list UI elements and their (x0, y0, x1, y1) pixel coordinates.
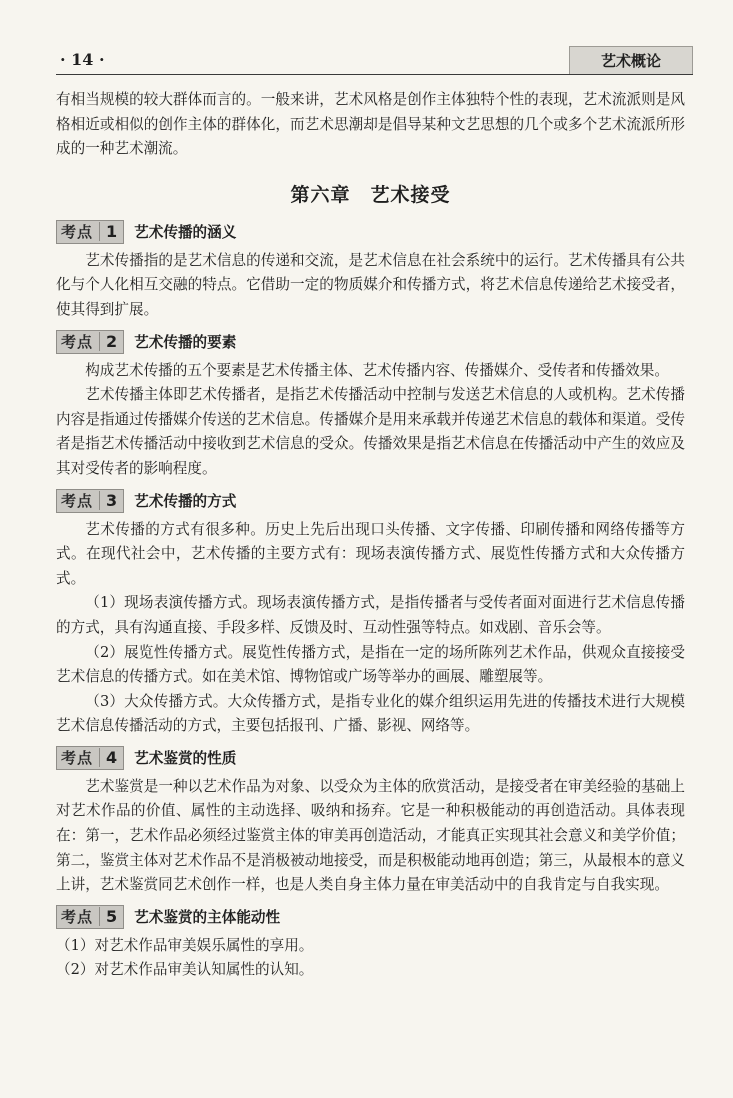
kp-badge (56, 489, 124, 513)
kp-badge (56, 220, 124, 244)
list-item: （1）对艺术作品审美娱乐属性的享用。 (56, 936, 314, 954)
kp-badge (56, 746, 124, 770)
kp-number: 4 (99, 748, 117, 767)
kp-title: 艺术传播的涵义 (134, 224, 237, 242)
section-2 (56, 329, 685, 482)
paragraph: 艺术传播的方式有很多种。历史上先后出现口头传播、文字传播、印刷传播和网络传播等方式。在现代社会中，艺术传播的主要方式有：现场表演传播方式、展览性传播方式和大众传播方式。 (56, 520, 685, 587)
kp-badge (56, 330, 124, 354)
section-1 (56, 219, 685, 323)
page-content (56, 88, 685, 983)
paragraph: （3）大众传播方式。大众传播方式，是指专业化的媒介组织运用先进的传播技术进行大规模艺术信息传播活动的方式，主要包括报刊、广播、影视、网络等。 (56, 692, 685, 735)
kp-heading (56, 745, 685, 771)
kp-label: 考点 (61, 223, 94, 242)
kp-heading (56, 488, 685, 514)
section-4 (56, 745, 685, 898)
page-number: · 14 · (60, 50, 105, 69)
kp-number: 2 (99, 332, 117, 351)
paragraph: 艺术传播指的是艺术信息的传递和交流，是艺术信息在社会系统中的运行。艺术传播具有公共化与个人化相互交融的特点。它借助一定的物质媒介和传播方式，将艺术信息传递给艺术接受者，使其得到扩展。 (56, 251, 685, 318)
kp-title: 艺术传播的方式 (134, 493, 237, 511)
book-title-tab: 艺术概论 (569, 46, 693, 74)
section-3 (56, 488, 685, 739)
kp-heading (56, 219, 685, 245)
kp-label: 考点 (61, 333, 94, 352)
kp-heading (56, 329, 685, 355)
intro-paragraph: 有相当规模的较大群体而言的。一般来讲，艺术风格是创作主体独特个性的表现，艺术流派则是风格相近或相似的创作主体的群体化，而艺术思潮却是倡导某种文艺思想的几个或多个艺术流派所形成的一种艺术潮流。 (56, 91, 685, 158)
paragraph: 艺术传播主体即艺术传播者，是指艺术传播活动中控制与发送艺术信息的人或机构。艺术传播内容是指通过传播媒介传送的艺术信息。传播媒介是用来承载并传递艺术信息的载体和渠道。受传者是指艺术传播活动中接收到艺术信息的受众。传播效果是指艺术信息在传播活动中产生的效应及其对受传者的影响程度。 (56, 386, 685, 477)
kp-title: 艺术传播的要素 (134, 334, 237, 352)
kp-number: 1 (99, 222, 117, 241)
kp-heading (56, 904, 685, 930)
kp-number: 3 (99, 491, 117, 510)
page-header (56, 46, 693, 76)
paragraph: （2）展览性传播方式。展览性传播方式，是指在一定的场所陈列艺术作品，供观众直接接受艺术信息的传播方式。如在美术馆、博物馆或广场等举办的画展、雕塑展等。 (56, 643, 685, 686)
kp-label: 考点 (61, 908, 94, 927)
chapter-title: 第六章 艺术接受 (290, 183, 451, 206)
header-rule (56, 74, 693, 75)
paragraph: 构成艺术传播的五个要素是艺术传播主体、艺术传播内容、传播媒介、受传者和传播效果。 (85, 361, 669, 379)
kp-number: 5 (99, 907, 117, 926)
kp-label: 考点 (61, 492, 94, 511)
list-item: （2）对艺术作品审美认知属性的认知。 (56, 961, 314, 979)
section-5 (56, 904, 685, 983)
kp-label: 考点 (61, 749, 94, 768)
kp-badge (56, 905, 124, 929)
paragraph: 艺术鉴赏是一种以艺术作品为对象、以受众为主体的欣赏活动，是接受者在审美经验的基础上对艺术作品的价值、属性的主动选择、吸纳和扬弃。它是一种积极能动的再创造活动。具体表现在：第一，艺术作品必须经过鉴赏主体的审美再创造活动，才能真正实现其社会意义和美学价值；第二，鉴赏主体对艺术作品不是消极被动地接受，而是积极能动地再创造；第三，从最根本的意义上讲，艺术鉴赏同艺术创作一样，也是人类自身主体力量在审美活动中的自我肯定与自我实现。 (56, 777, 685, 894)
kp-title: 艺术鉴赏的主体能动性 (134, 909, 281, 927)
kp-title: 艺术鉴赏的性质 (134, 750, 237, 768)
paragraph: （1）现场表演传播方式。现场表演传播方式，是指传播者与受传者面对面进行艺术信息传播的方式，具有沟通直接、手段多样、反馈及时、互动性强等特点。如戏剧、音乐会等。 (56, 594, 685, 636)
